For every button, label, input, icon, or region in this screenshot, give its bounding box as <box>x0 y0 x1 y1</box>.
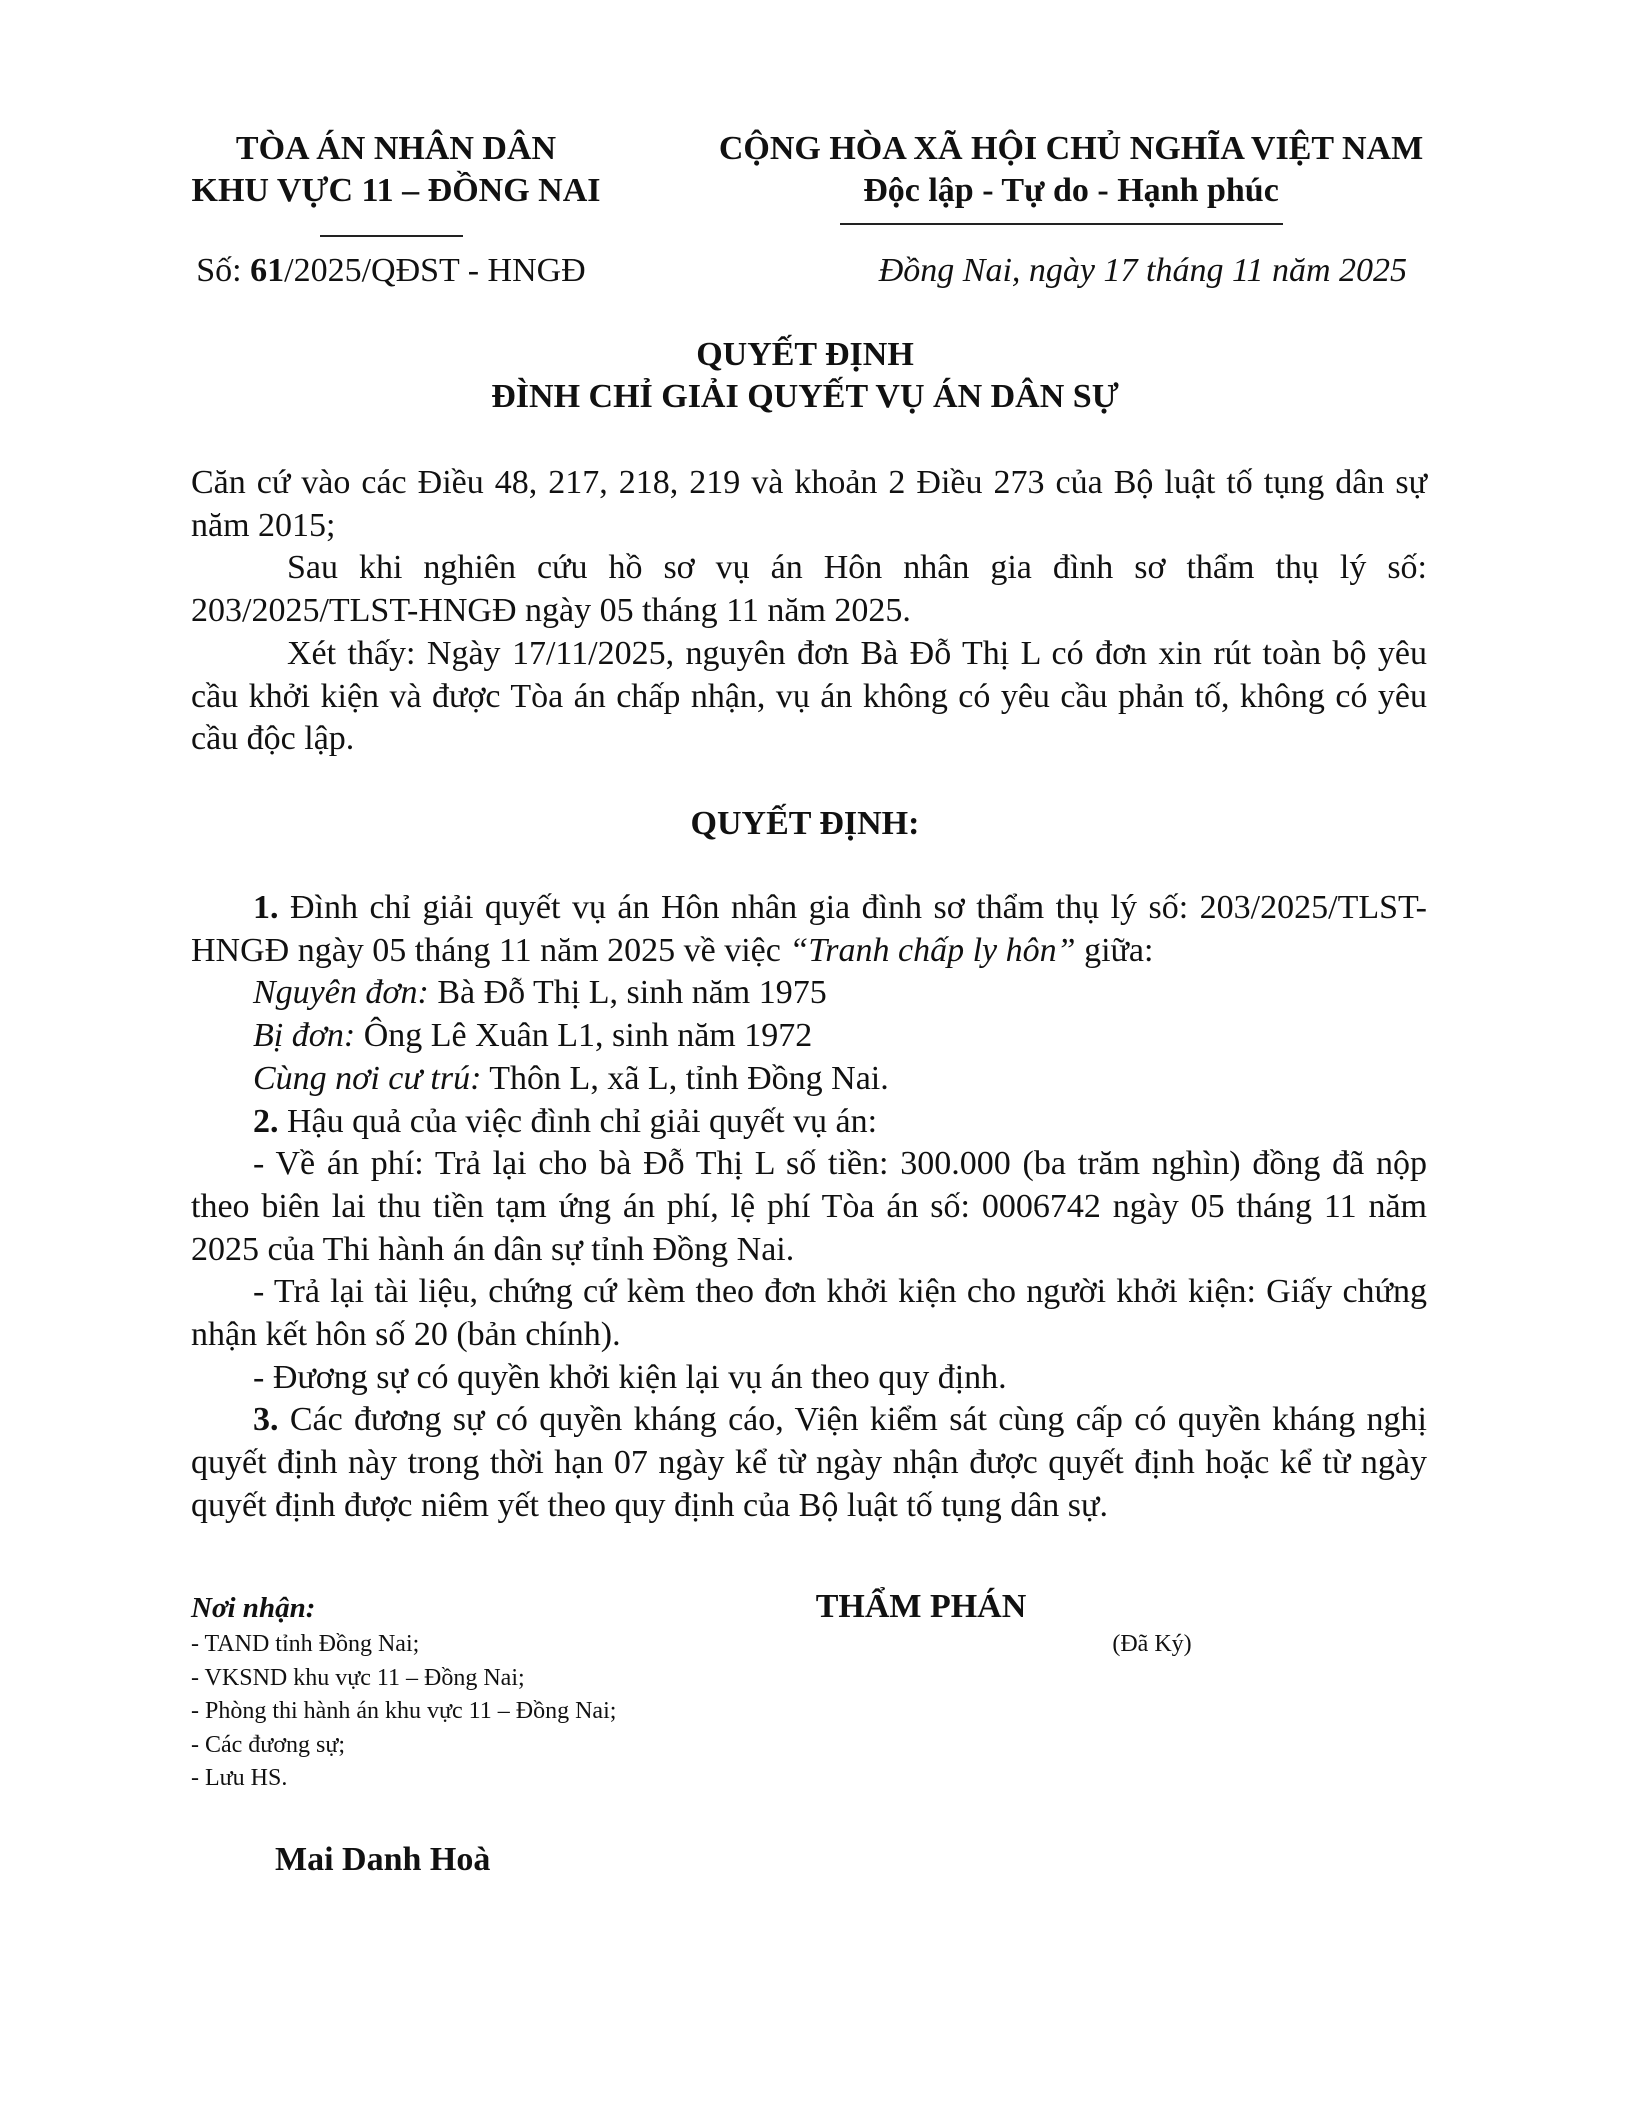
decision-item-1 <box>191 887 1427 972</box>
decision-heading: QUYẾT ĐỊNH: <box>690 805 920 842</box>
decision-item-3 <box>191 1399 1427 1527</box>
item-number: 3. <box>253 1401 279 1439</box>
nation-line-2: Độc lập - Tự do - Hạnh phúc <box>863 172 1279 209</box>
case-subject: “Tranh chấp ly hôn” <box>789 931 1076 969</box>
recipient: - Các đương sự; <box>191 1731 346 1758</box>
title-line-2: ĐÌNH CHỈ GIẢI QUYẾT VỤ ÁN DÂN SỰ <box>491 378 1119 415</box>
item-number: 1. <box>253 889 279 926</box>
motto-underline <box>840 223 1283 225</box>
plaintiff <box>191 972 1427 1015</box>
residence <box>191 1058 1427 1101</box>
number-prefix: Số: <box>196 252 251 289</box>
decision-item-2 <box>191 1101 1427 1144</box>
recipient: - Lưu HS. <box>191 1765 288 1791</box>
residence-value: Thôn L, xã L, tỉnh Đồng Nai. <box>481 1059 889 1097</box>
item-text: Hậu quả của việc đình chỉ giải quyết vụ án: <box>278 1102 878 1140</box>
title-line-1: QUYẾT ĐỊNH <box>696 336 914 373</box>
signer-name: Mai Danh Hoà <box>275 1841 491 1878</box>
recipients-list <box>191 1628 616 1796</box>
item-text-end: giữa: <box>1075 931 1154 969</box>
court-underline <box>320 235 463 237</box>
residence-label: Cùng nơi cư trú: <box>253 1059 482 1097</box>
defendant <box>191 1015 1427 1058</box>
plaintiff-value: Bà Đỗ Thị L, sinh năm 1975 <box>428 974 827 1012</box>
defendant-label: Bị đơn: <box>253 1017 356 1055</box>
recipient: - VKSND khu vực 11 – Đồng Nai; <box>191 1664 525 1691</box>
recipient: - Phòng thi hành án khu vực 11 – Đồng Nai; <box>191 1698 617 1724</box>
national-motto <box>719 128 1423 212</box>
recipient: - TAND tỉnh Đồng Nai; <box>191 1631 420 1657</box>
number-value: 61 <box>250 252 285 289</box>
right-to-resue: - Đương sự có quyền khởi kiện lại vụ án theo quy định. <box>253 1358 1007 1396</box>
defendant-value: Ông Lê Xuân L1, sinh năm 1972 <box>355 1017 813 1055</box>
court-line-1: TÒA ÁN NHÂN DÂN <box>235 130 557 167</box>
document-number <box>196 250 585 292</box>
decision-body <box>191 887 1427 1528</box>
court-fee: - Về án phí: Trả lại cho bà Đỗ Thị L số tiền: 300.000 (ba trăm nghìn) đồng đã nộp theo biên lai thu tiền tạm ứng án phí, lệ phí Tòa án số: 0006742 ngày 05 tháng 11 năm 2025 của Thi hành án dân sự tỉnh Đồng Nai. <box>191 1145 1427 1268</box>
recipients-label: Nơi nhận: <box>191 1592 316 1624</box>
court-line-2: KHU VỰC 11 – ĐỒNG NAI <box>191 172 601 209</box>
preamble <box>191 462 1427 761</box>
nation-line-1: CỘNG HÒA XÃ HỘI CHỦ NGHĨA VIỆT NAM <box>718 130 1424 167</box>
item-text: Đình chỉ giải quyết vụ án Hôn nhân gia đình sơ thẩm thụ lý số: 203/2025/TLST-HNGĐ ngày 05 tháng 11 năm 2025 về việc <box>191 889 1427 969</box>
consideration: Xét thấy: Ngày 17/11/2025, nguyên đơn Bà Đỗ Thị L có đơn xin rút toàn bộ yêu cầu khởi kiện và được Tòa án chấp nhận, vụ án không có yêu cầu phản tố, không có yêu cầu độc lập. <box>191 634 1427 758</box>
signed-note: (Đã Ký) <box>1112 1631 1192 1657</box>
legal-basis: Căn cứ vào các Điều 48, 217, 218, 219 và khoản 2 Điều 273 của Bộ luật tố tụng dân sự năm 2015; <box>191 464 1427 544</box>
returned-documents: - Trả lại tài liệu, chứng cứ kèm theo đơn khởi kiện cho người khởi kiện: Giấy chứng nhận kết hôn số 20 (bản chính). <box>191 1273 1427 1354</box>
number-suffix: /2025/QĐST - HNGĐ <box>284 252 586 289</box>
case-review: Sau khi nghiên cứu hồ sơ vụ án Hôn nhân gia đình sơ thẩm thụ lý số: 203/2025/TLST-HNGĐ ngày 05 tháng 11 năm 2025. <box>191 549 1427 630</box>
document-title <box>491 334 1119 418</box>
item-number: 2. <box>253 1102 279 1140</box>
plaintiff-label: Nguyên đơn: <box>253 974 429 1012</box>
signer-title: THẨM PHÁN <box>815 1588 1027 1625</box>
court-name <box>192 128 601 212</box>
item-text: Các đương sự có quyền kháng cáo, Viện kiểm sát cùng cấp có quyền kháng nghị quyết định này trong thời hạn 07 ngày kể từ ngày nhận được quyết định hoặc kể từ ngày quyết định được niêm yết theo quy định của Bộ luật tố tụng dân sự. <box>191 1401 1427 1524</box>
date-place: Đồng Nai, ngày 17 tháng 11 năm 2025 <box>878 252 1407 289</box>
